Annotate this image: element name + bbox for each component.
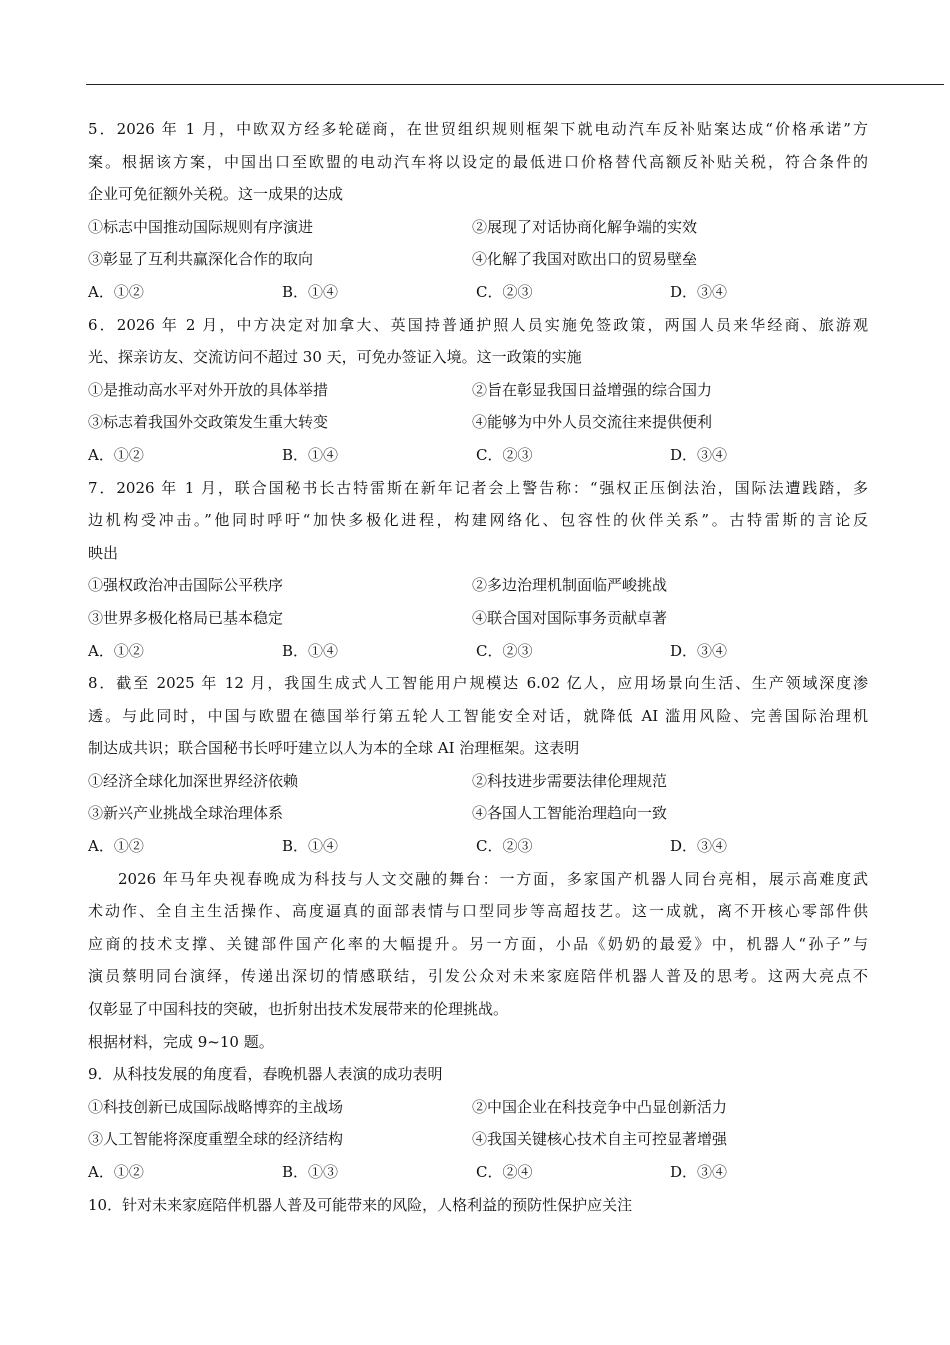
option-3: ③彰显了互利共赢深化合作的取向 [88,250,314,269]
question-stem-line: 光、探亲访友、交流访问不超过 30 天，可免办签证入境。这一政策的实施 [88,348,582,367]
answer-a: A．①② [88,282,144,301]
answer-choices [88,1156,868,1189]
question-6 [88,309,868,472]
option-2: ②中国企业在科技竞争中凸显创新活力 [472,1097,728,1116]
option-3: ③标志着我国外交政策发生重大转变 [88,413,329,432]
material-line: 应商的技术支撑、关键部件国产化率的大幅提升。另一方面，小品《奶奶的最爱》中，机器人“孙子”与 [88,934,868,953]
answer-b: B．①④ [282,445,339,464]
question-7 [88,472,868,668]
option-row [88,765,868,798]
question-5 [88,113,868,309]
answer-a: A．①② [88,1163,144,1181]
option-3: ③新兴产业挑战全球治理体系 [88,804,284,823]
answer-c: C．②③ [476,282,533,301]
option-1: ①是推动高水平对外开放的具体举措 [88,380,329,399]
question-stem-line: 企业可免征额外关税。这一成果的达成 [88,185,344,204]
answer-a: A．①② [88,445,144,464]
option-1: ①强权政治冲击国际公平秩序 [88,576,284,595]
option-row [88,243,868,276]
option-1: ①标志中国推动国际规则有序演进 [88,217,314,236]
option-row [88,602,868,635]
question-stem-line: 边机构受冲击。”他同时呼吁“加快多极化进程，构建网络化、包容性的伙伴关系”。古特雷斯的言论反 [88,511,868,530]
material-line: 2026 年马年央视春晚成为科技与人文交融的舞台：一方面，多家国产机器人同台亮相，展示高难度武 [118,869,868,888]
material-line: 演员蔡明同台演绎，传递出深切的情感联结，引发公众对未来家庭陪伴机器人普及的思考。这两大亮点不 [88,967,868,986]
question-9 [88,1058,868,1188]
option-row [88,797,868,830]
option-row [88,1091,868,1124]
answer-c: C．②④ [476,1163,533,1181]
option-row [88,1123,868,1156]
answer-b: B．①④ [282,837,339,856]
question-stem-line: 映出 [88,543,119,562]
answer-c: C．②③ [476,641,533,660]
material-line: 仅彰显了中国科技的突破，也折射出技术发展带来的伦理挑战。 [88,1000,509,1019]
option-4: ④联合国对国际事务贡献卓著 [472,608,668,627]
material-passage [88,863,868,1059]
answer-b: B．①③ [282,1163,339,1181]
option-2: ②科技进步需要法律伦理规范 [472,771,668,790]
answer-d: D．③④ [670,837,728,856]
question-stem-line: 9．从科技发展的角度看，春晚机器人表演的成功表明 [88,1065,443,1084]
option-4: ④我国关键核心技术自主可控显著增强 [472,1130,728,1149]
answer-a: A．①② [88,837,144,856]
question-10 [88,1189,868,1222]
answer-choices [88,635,868,668]
option-4: ④化解了我国对欧出口的贸易壁垒 [472,250,698,269]
option-3: ③世界多极化格局已基本稳定 [88,608,284,627]
question-stem-line: 5．2026 年 1 月，中欧双方经多轮磋商，在世贸组织规则框架下就电动汽车反补贴案达成“价格承诺”方 [88,120,868,138]
header-rule [86,84,944,85]
answer-b: B．①④ [282,641,339,660]
answer-choices [88,439,868,472]
option-4: ④各国人工智能治理趋向一致 [472,804,668,823]
exam-page-body [88,113,868,1221]
answer-c: C．②③ [476,837,533,856]
option-2: ②展现了对话协商化解争端的实效 [472,217,698,236]
answer-choices [88,276,868,309]
question-8 [88,667,868,863]
question-stem-line: 7．2026 年 1 月，联合国秘书长古特雷斯在新年记者会上警告称：“强权正压倒法治，国际法遭践踏，多 [88,478,868,497]
option-3: ③人工智能将深度重塑全球的经济结构 [88,1130,344,1149]
answer-a: A．①② [88,641,144,660]
option-1: ①科技创新已成国际战略博弈的主战场 [88,1097,344,1116]
question-stem-line: 6．2026 年 2 月，中方决定对加拿大、英国持普通护照人员实施免签政策，两国人员来华经商、旅游观 [88,315,868,334]
option-2: ②旨在彰显我国日益增强的综合国力 [472,380,713,399]
question-stem-line: 制达成共识；联合国秘书长呼吁建立以人为本的全球 AI 治理框架。这表明 [88,739,580,758]
option-row [88,374,868,407]
option-row [88,211,868,244]
option-2: ②多边治理机制面临严峻挑战 [472,576,668,595]
answer-choices [88,830,868,863]
option-1: ①经济全球化加深世界经济依赖 [88,771,299,790]
question-stem-line: 10．针对未来家庭陪伴机器人普及可能带来的风险，人格利益的预防性保护应关注 [88,1195,633,1214]
option-row [88,569,868,602]
question-stem-line: 透。与此同时，中国与欧盟在德国举行第五轮人工智能安全对话，就降低 AI 滥用风险、完善国际治理机 [88,706,868,725]
question-stem-line: 案。根据该方案，中国出口至欧盟的电动汽车将以设定的最低进口价格替代高额反补贴关税，符合条件的 [88,152,868,171]
material-instruction: 根据材料，完成 9~10 题。 [88,1032,274,1051]
answer-d: D．③④ [670,641,728,660]
answer-b: B．①④ [282,282,339,301]
answer-d: D．③④ [670,282,728,301]
option-4: ④能够为中外人员交流往来提供便利 [472,413,713,432]
answer-d: D．③④ [670,1163,728,1181]
option-row [88,406,868,439]
question-stem-line: 8．截至 2025 年 12 月，我国生成式人工智能用户规模达 6.02 亿人，应用场景向生活、生产领域深度渗 [88,674,868,693]
answer-c: C．②③ [476,445,533,464]
answer-d: D．③④ [670,445,728,464]
material-line: 术动作、全自主生活操作、高度逼真的面部表情与口型同步等高超技艺。这一成就，离不开核心零部件供 [88,902,868,921]
